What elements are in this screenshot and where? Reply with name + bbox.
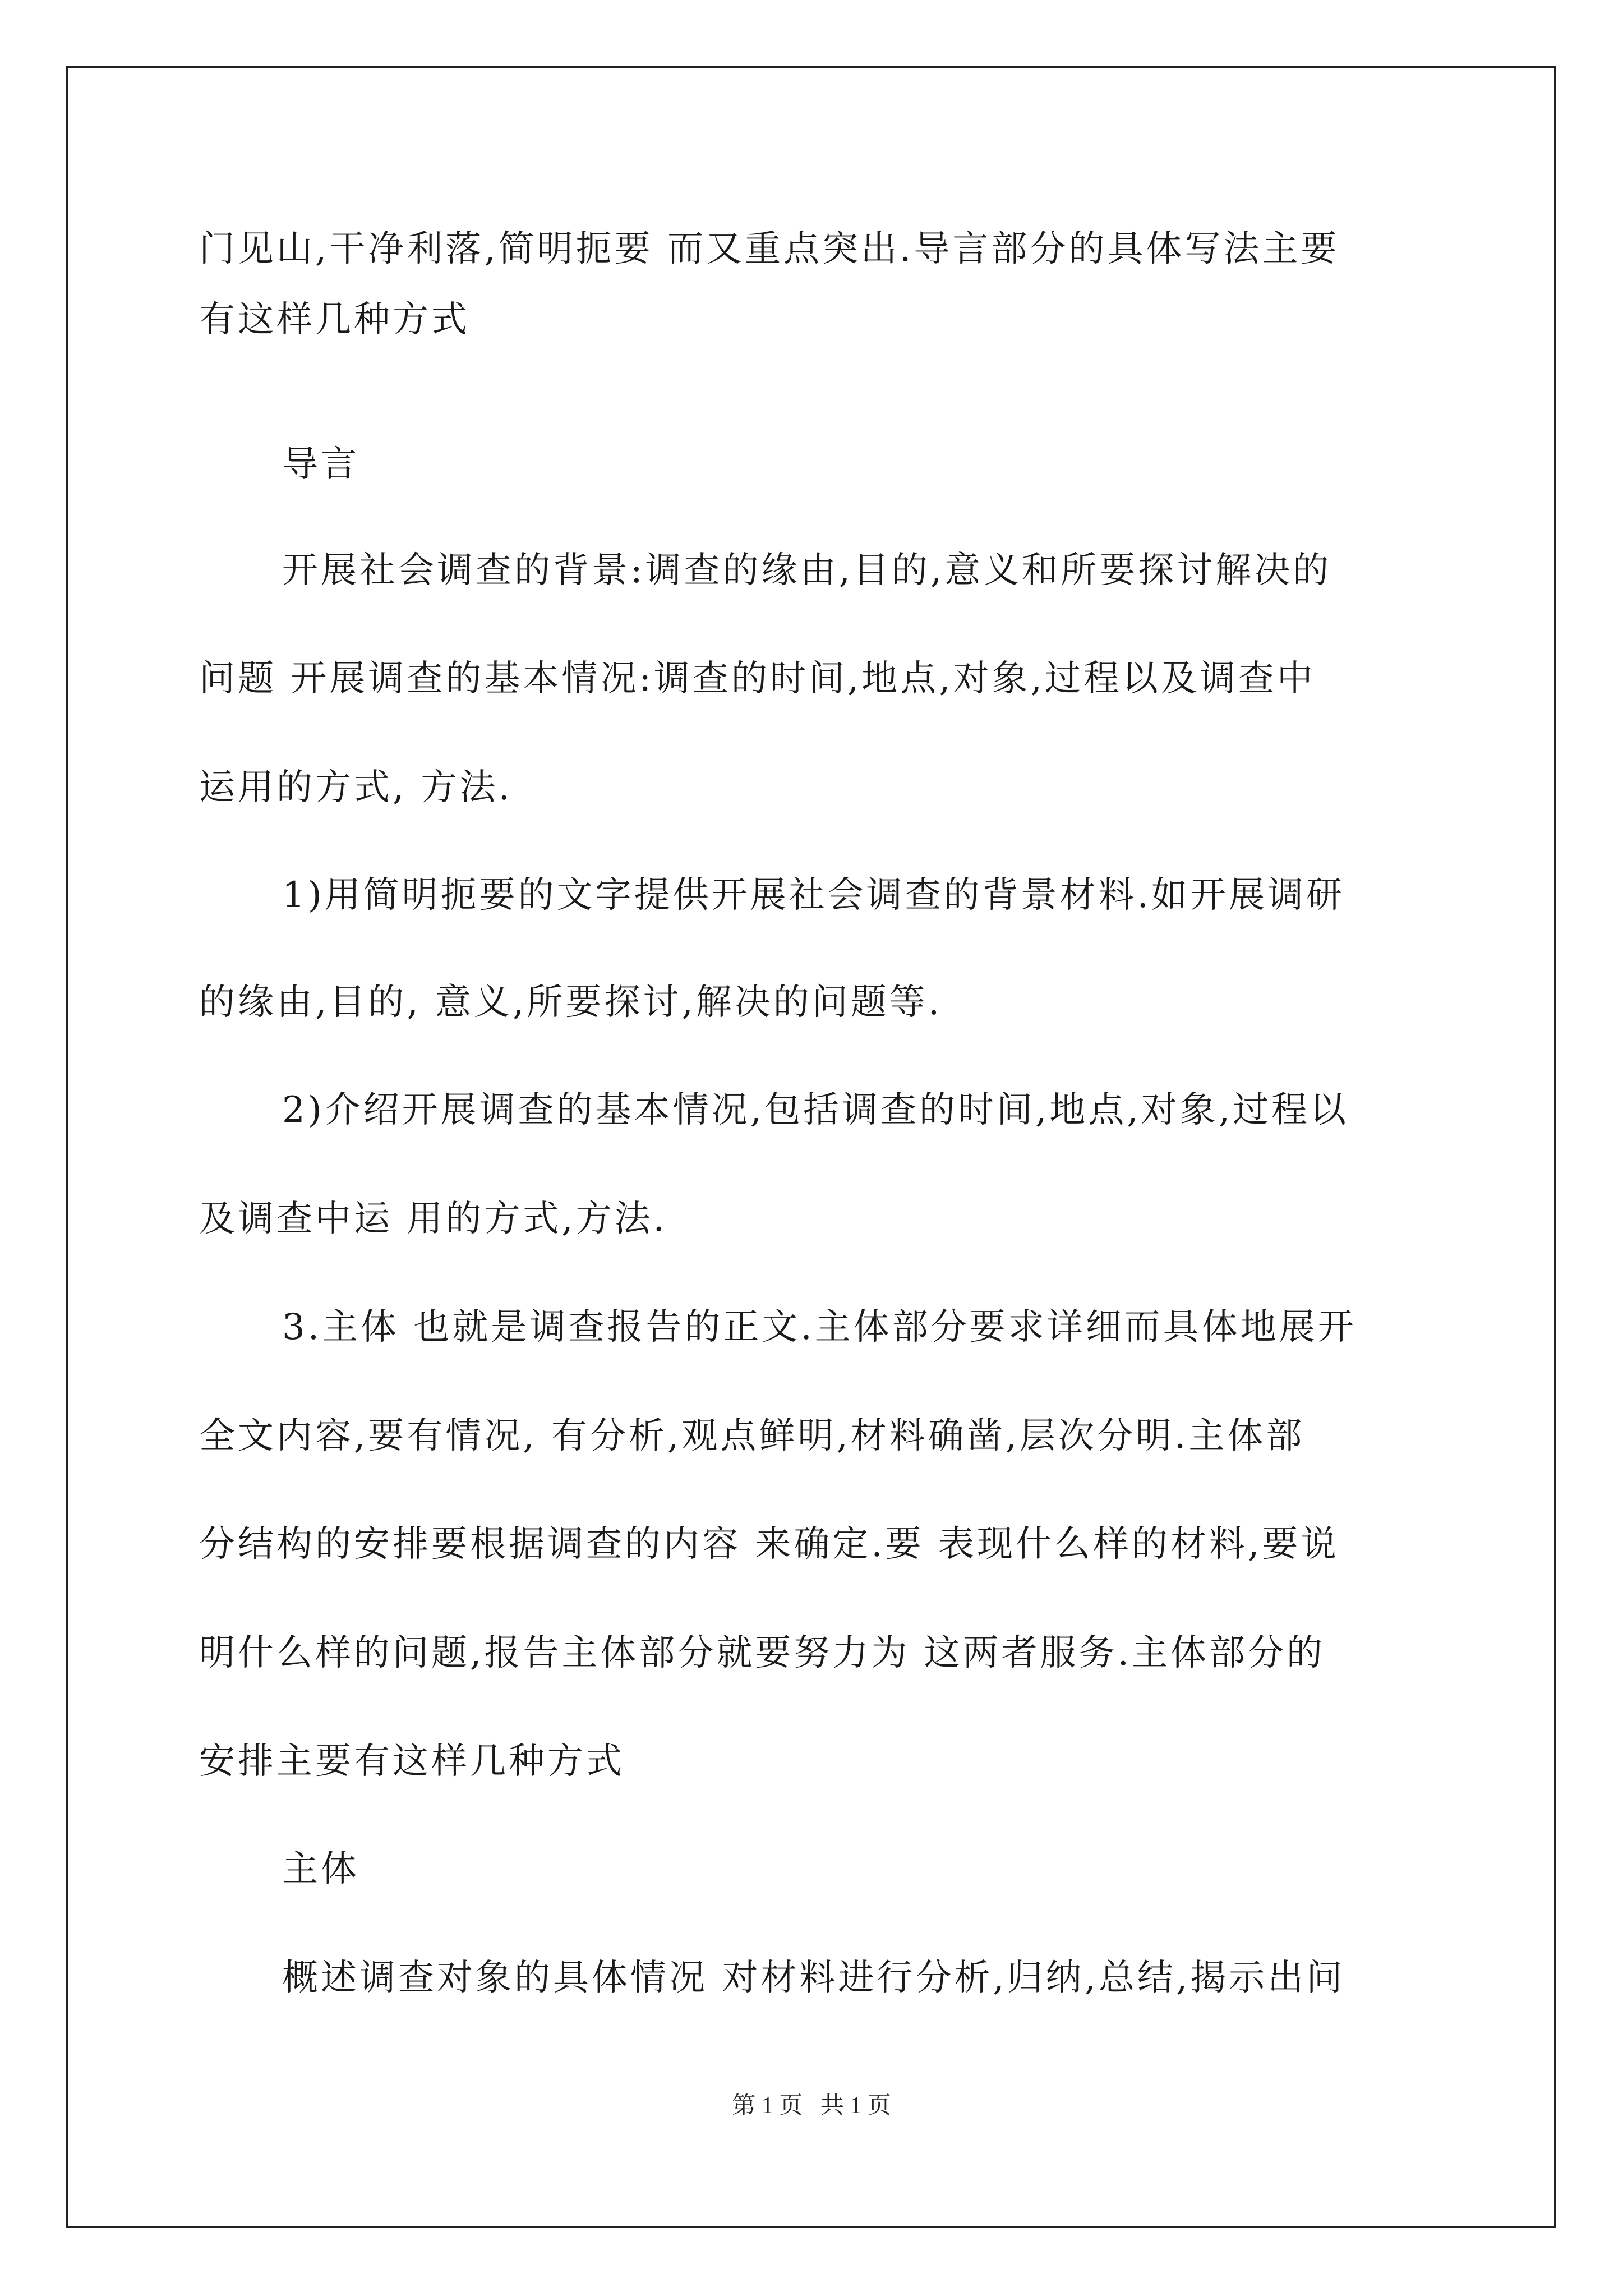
body-text-line: 3.主体 也就是调查报告的正文.主体部分要求详细而具体地展开 [282, 1306, 1357, 1348]
body-text-line: 的缘由,目的, 意义,所要探讨,解决的问题等. [199, 982, 943, 1023]
body-text-line: 开展社会调查的背景:调查的缘由,目的,意义和所要探讨解决的 [282, 550, 1332, 591]
body-text-line: 安排主要有这样几种方式 [199, 1741, 625, 1782]
body-text-line: 全文内容,要有情况, 有分析,观点鲜明,材料确凿,层次分明.主体部 [199, 1415, 1305, 1457]
body-text-line: 概述调查对象的具体情况 对材料进行分析,归纳,总结,揭示出问 [282, 1957, 1345, 1999]
body-text-line: 1)用简明扼要的文字提供开展社会调查的背景材料.如开展调研 [282, 875, 1345, 916]
body-text-line: 门见山,干净利落,简明扼要 而又重点突出.导言部分的具体写法主要 [199, 228, 1340, 270]
body-text-line: 及调查中运 用的方式,方法. [199, 1198, 668, 1240]
body-text-line: 运用的方式, 方法. [199, 767, 513, 808]
body-text-line: 有这样几种方式 [199, 299, 470, 341]
body-text-line: 问题 开展调查的基本情况:调查的时间,地点,对象,过程以及调查中 [199, 658, 1316, 700]
body-text-line: 2)介绍开展调查的基本情况,包括调查的时间,地点,对象,过程以 [282, 1089, 1349, 1131]
section-heading-body: 主体 [282, 1848, 359, 1890]
section-heading-introduction: 导言 [282, 444, 359, 485]
body-text-line: 明什么样的问题,报告主体部分就要努力为 这两者服务.主体部分的 [199, 1632, 1326, 1674]
page-number-footer: 第 1 页 共 1 页 [732, 2093, 891, 2119]
page-border [66, 66, 1556, 2228]
body-text-line: 分结构的安排要根据调查的内容 来确定.要 表现什么样的材料,要说 [199, 1524, 1340, 1565]
